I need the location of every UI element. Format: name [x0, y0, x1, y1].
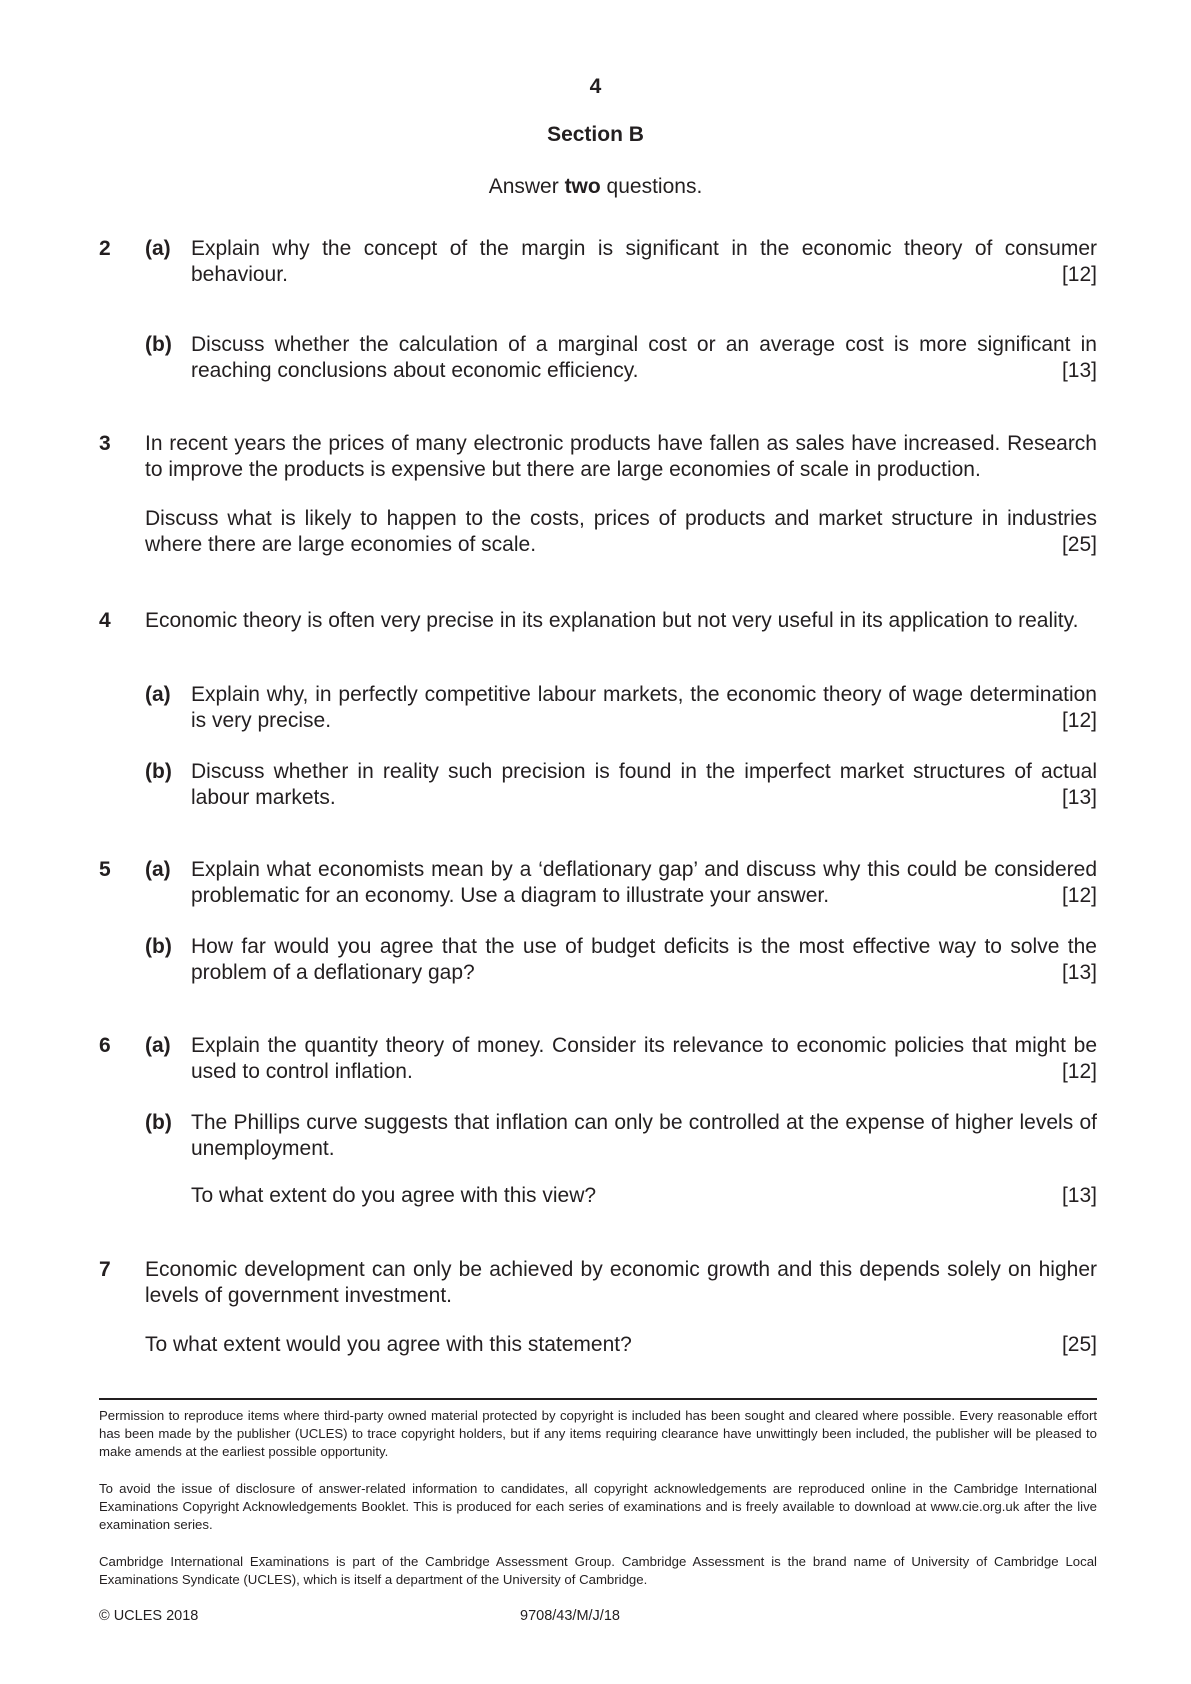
q2-part-b — [191, 332, 1097, 384]
q5-part-a-label: (a) — [145, 858, 171, 881]
q4-part-a — [191, 682, 1097, 734]
q6-part-a — [191, 1033, 1097, 1085]
copyright: © UCLES 2018 — [99, 1608, 199, 1624]
instruction-before: Answer — [488, 175, 565, 198]
q2-part-b-label: (b) — [145, 333, 172, 356]
q2-part-b-marks: [13] — [1061, 359, 1097, 382]
question-number-5: 5 — [99, 858, 111, 881]
q3-stem: In recent years the prices of many electronic products have fallen as sales have increased. Research to improve the products is expensive but there are large economies of scale in production. — [145, 432, 1097, 481]
q2-part-a-label: (a) — [145, 237, 171, 260]
q6-part-b-question — [191, 1183, 1097, 1209]
q5-part-a-text: Explain what economists mean by a ‘deflationary gap’ and discuss why this could be considered problematic for an economy. Use a diagram to illustrate your answer. — [191, 858, 1097, 907]
q6-part-a-marks: [12] — [1061, 1060, 1097, 1083]
q4-part-a-marks: [12] — [1061, 709, 1097, 732]
q2-part-a-marks: [12] — [1061, 263, 1097, 286]
q6-part-b-text: The Phillips curve suggests that inflation can only be controlled at the expense of higher levels of unemployment. — [191, 1111, 1097, 1160]
divider — [99, 1398, 1097, 1400]
instruction-after: questions. — [600, 175, 703, 198]
instruction-bold: two — [564, 175, 601, 198]
paper-code: 9708/43/M/J/18 — [520, 1608, 620, 1624]
q5-part-b-label: (b) — [145, 935, 172, 958]
q6-part-b-marks: [13] — [1061, 1184, 1097, 1207]
permission-notice: Permission to reproduce items where third-party owned material protected by copyright is included has been sought and cleared where possible. Every reasonable effort has been made by the publisher (UCLES) to trace copyright holders, but if any items requiring clearance have unwittingly been included, the publisher will be pleased to make amends at the earliest possible opportunity. — [99, 1408, 1097, 1459]
section-title: Section B — [547, 123, 644, 146]
q4-part-b-label: (b) — [145, 760, 172, 783]
question-number-4: 4 — [99, 609, 111, 632]
q5-part-a — [191, 857, 1097, 909]
q2-part-b-text: Discuss whether the calculation of a marginal cost or an average cost is more significant in reaching conclusions about economic efficiency. — [191, 333, 1097, 382]
disclosure-notice: To avoid the issue of disclosure of answer-related information to candidates, all copyright acknowledgements are reproduced online in the Cambridge International Examinations Copyright Acknowledgements Booklet. This is produced for each series of examinations and is freely available to download at www.cie.org.uk after the live examination series. — [99, 1481, 1097, 1532]
q4-part-b — [191, 759, 1097, 811]
q3-task — [145, 506, 1097, 558]
q4-part-b-text: Discuss whether in reality such precision is found in the imperfect market structures of actual labour markets. — [191, 760, 1097, 809]
q2-part-a-text: Explain why the concept of the margin is significant in the economic theory of consumer behaviour. — [191, 237, 1097, 286]
q3-task-text: Discuss what is likely to happen to the costs, prices of products and market structure in industries where there are large economies of scale. — [145, 507, 1097, 556]
question-number-6: 6 — [99, 1034, 111, 1057]
q4-part-a-text: Explain why, in perfectly competitive labour markets, the economic theory of wage determination is very precise. — [191, 683, 1097, 732]
q4-part-b-marks: [13] — [1061, 786, 1097, 809]
question-number-3: 3 — [99, 432, 111, 455]
q3-marks: [25] — [1061, 533, 1097, 556]
page-number: 4 — [589, 75, 602, 98]
q5-part-b — [191, 934, 1097, 986]
q7-marks: [25] — [1061, 1333, 1097, 1356]
q4-part-a-label: (a) — [145, 683, 171, 706]
question-number-2: 2 — [99, 237, 111, 260]
q7-question-text: To what extent would you agree with this statement? — [145, 1333, 632, 1356]
q5-part-b-marks: [13] — [1061, 961, 1097, 984]
q6-part-a-text: Explain the quantity theory of money. Consider its relevance to economic policies that might be used to control inflation. — [191, 1034, 1097, 1083]
instruction — [0, 174, 1191, 200]
cambridge-notice: Cambridge International Examinations is part of the Cambridge Assessment Group. Cambridge Assessment is the brand name of University of Cambridge Local Examinations Syndicate (UCLES), which is itself a department of the University of Cambridge. — [99, 1554, 1097, 1587]
q4-stem: Economic theory is often very precise in its explanation but not very useful in its application to reality. — [145, 609, 1079, 632]
q6-part-b-question-text: To what extent do you agree with this view? — [191, 1184, 597, 1207]
q6-part-a-label: (a) — [145, 1034, 171, 1057]
q5-part-b-text: How far would you agree that the use of budget deficits is the most effective way to solve the problem of a deflationary gap? — [191, 935, 1097, 984]
question-number-7: 7 — [99, 1258, 111, 1281]
q7-stem: Economic development can only be achieved by economic growth and this depends solely on higher levels of government investment. — [145, 1258, 1097, 1307]
q2-part-a — [191, 236, 1097, 288]
q7-question — [145, 1332, 1097, 1358]
q6-part-b-label: (b) — [145, 1111, 172, 1134]
q5-part-a-marks: [12] — [1061, 884, 1097, 907]
